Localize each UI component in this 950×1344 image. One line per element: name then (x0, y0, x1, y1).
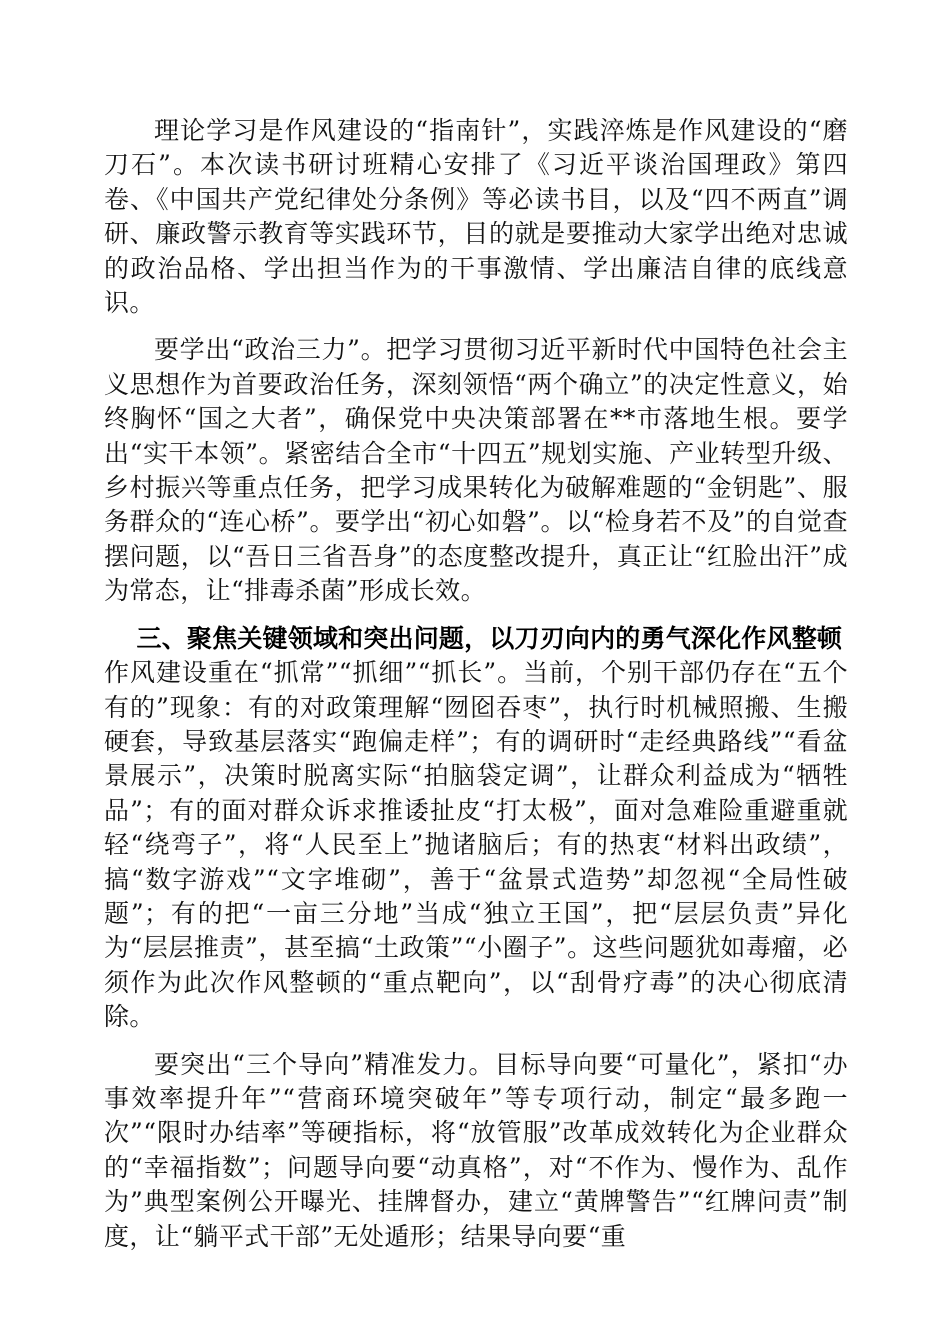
paragraph-theory-study: 理论学习是作风建设的“指南针”，实践淬炼是作风建设的“磨刀石”。本次读书研讨班精心安排了《习近平谈治国理政》第四卷、《中国共产党纪律处分条例》等必读书目，以及“四不两直”调研、廉政警示教育等实践环节，目的就是要推动大家学出绝对忠诚的政治品格、学出担当作为的干事激情、学出廉洁自律的底线意识。 (104, 116, 848, 318)
section-heading-three: 三、聚焦关键领域和突出问题，以刀刃向内的勇气深化作风整顿 (136, 623, 843, 653)
document-body (104, 114, 848, 1254)
paragraph-learn-goals: 要学出“政治三力”。把学习贯彻习近平新时代中国特色社会主义思想作为首要政治任务，深刻领悟“两个确立”的决定性意义，始终胸怀“国之大者”，确保党中央决策部署在**市落地生根。要学出“实干本领”。紧密结合全市“十四五”规划实施、产业转型升级、乡村振兴等重点任务，把学习成果转化为破解难题的“金钥匙”、服务群众的“连心桥”。要学出“初心如磐”。以“检身若不及”的自觉查摆问题，以“吾日三省吾身”的态度整改提升，真正让“红脸出汗”成为常态，让“排毒杀菌”形成长效。 (104, 335, 848, 606)
paragraph-style-problems: 作风建设重在“抓常”“抓细”“抓长”。当前，个别干部仍存在“五个有的”现象：有的对政策理解“囫囵吞枣”，执行时机械照搬、生搬硬套，导致基层落实“跑偏走样”；有的调研时“走经典路线”“看盆景展示”，决策时脱离实际“拍脑袋定调”，让群众利益成为“牺牲品”；有的面对群众诉求推诿扯皮“打太极”，面对急难险重避重就轻“绕弯子”，将“人民至上”抛诸脑后；有的热衷“材料出政绩”，搞“数字游戏”“文字堆砌”，善于“盆景式造势”却忽视“全局性破题”；有的把“一亩三分地”当成“独立王国”，把“层层负责”异化为“层层推责”，甚至搞“土政策”“小圈子”。这些问题犹如毒瘤，必须作为此次作风整顿的“重点靶向”，以“刮骨疗毒”的决心彻底清除。 (104, 658, 848, 1032)
paragraph-three-orientations: 要突出“三个导向”精准发力。目标导向要“可量化”，紧扣“办事效率提升年”“营商环境突破年”等专项行动，制定“最多跑一次”“限时办结率”等硬指标，将“放管服”改革成效转化为企业群众的“幸福指数”；问题导向要“动真格”，对“不作为、慢作为、乱作为”典型案例公开曝光、挂牌督办，建立“黄牌警告”“红牌问责”制度，让“躺平式干部”无处遁形；结果导向要“重 (104, 1049, 848, 1251)
